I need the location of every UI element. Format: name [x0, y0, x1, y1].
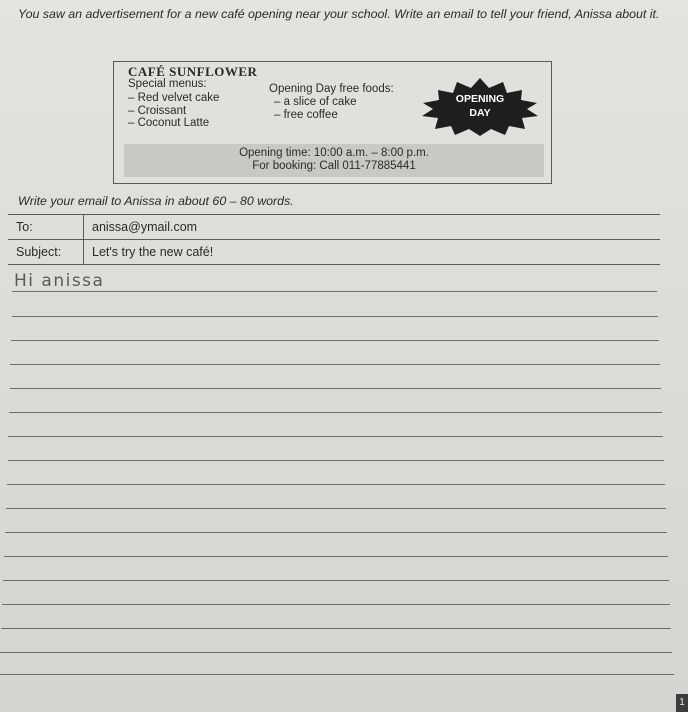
- menus-label: Special menus:: [128, 78, 207, 90]
- handwritten-text[interactable]: Hi anissa: [14, 271, 105, 291]
- divider: [83, 240, 84, 264]
- to-label: To:: [16, 220, 33, 234]
- subject-label: Subject:: [16, 245, 62, 259]
- opening-day-badge: [421, 78, 539, 136]
- booking-info: For booking: Call 011-77885441: [252, 160, 416, 172]
- subject-field[interactable]: Let's try the new café!: [92, 245, 214, 259]
- cafe-advertisement: [113, 61, 552, 184]
- writing-line[interactable]: [11, 340, 659, 341]
- to-row: [8, 215, 660, 240]
- list-item: – free coffee: [274, 109, 356, 122]
- writing-line[interactable]: [9, 412, 662, 413]
- writing-line[interactable]: [12, 291, 657, 292]
- writing-line[interactable]: [3, 580, 669, 581]
- writing-line[interactable]: [10, 388, 661, 389]
- writing-line[interactable]: [6, 508, 666, 509]
- free-foods-list: [274, 96, 356, 121]
- writing-line[interactable]: [2, 604, 670, 605]
- divider: [83, 215, 84, 239]
- opening-time: Opening time: 10:00 a.m. – 8:00 p.m.: [239, 147, 429, 159]
- writing-line[interactable]: [8, 436, 663, 437]
- free-foods-label: Opening Day free foods:: [269, 83, 394, 95]
- write-prompt: Write your email to Anissa in about 60 – 80 words.: [18, 194, 294, 208]
- page-number: 1: [676, 694, 688, 712]
- list-item: – Red velvet cake: [128, 92, 219, 105]
- opening-info-box: [124, 144, 544, 177]
- writing-line[interactable]: [4, 556, 668, 557]
- ad-title: CAFÉ SUNFLOWER: [128, 64, 258, 79]
- badge-line-1: OPENING: [455, 93, 505, 105]
- subject-row: [8, 240, 660, 265]
- list-item: – Coconut Latte: [128, 117, 219, 130]
- writing-line[interactable]: [7, 484, 665, 485]
- list-item: – Croissant: [128, 105, 219, 118]
- writing-line[interactable]: [0, 652, 672, 653]
- email-form: [8, 214, 660, 267]
- writing-line[interactable]: [10, 364, 660, 365]
- writing-line[interactable]: [1, 628, 671, 629]
- badge-line-2: DAY: [469, 107, 491, 119]
- instruction-text: You saw an advertisement for a new café opening near your school. Write an email to tell your friend, Anissa about it.: [18, 7, 660, 21]
- writing-line[interactable]: [5, 532, 667, 533]
- menu-list: [128, 92, 219, 130]
- writing-line[interactable]: [12, 316, 658, 317]
- writing-line[interactable]: [8, 460, 664, 461]
- list-item: – a slice of cake: [274, 96, 356, 109]
- writing-line[interactable]: [0, 674, 674, 675]
- to-field[interactable]: anissa@ymail.com: [92, 220, 198, 234]
